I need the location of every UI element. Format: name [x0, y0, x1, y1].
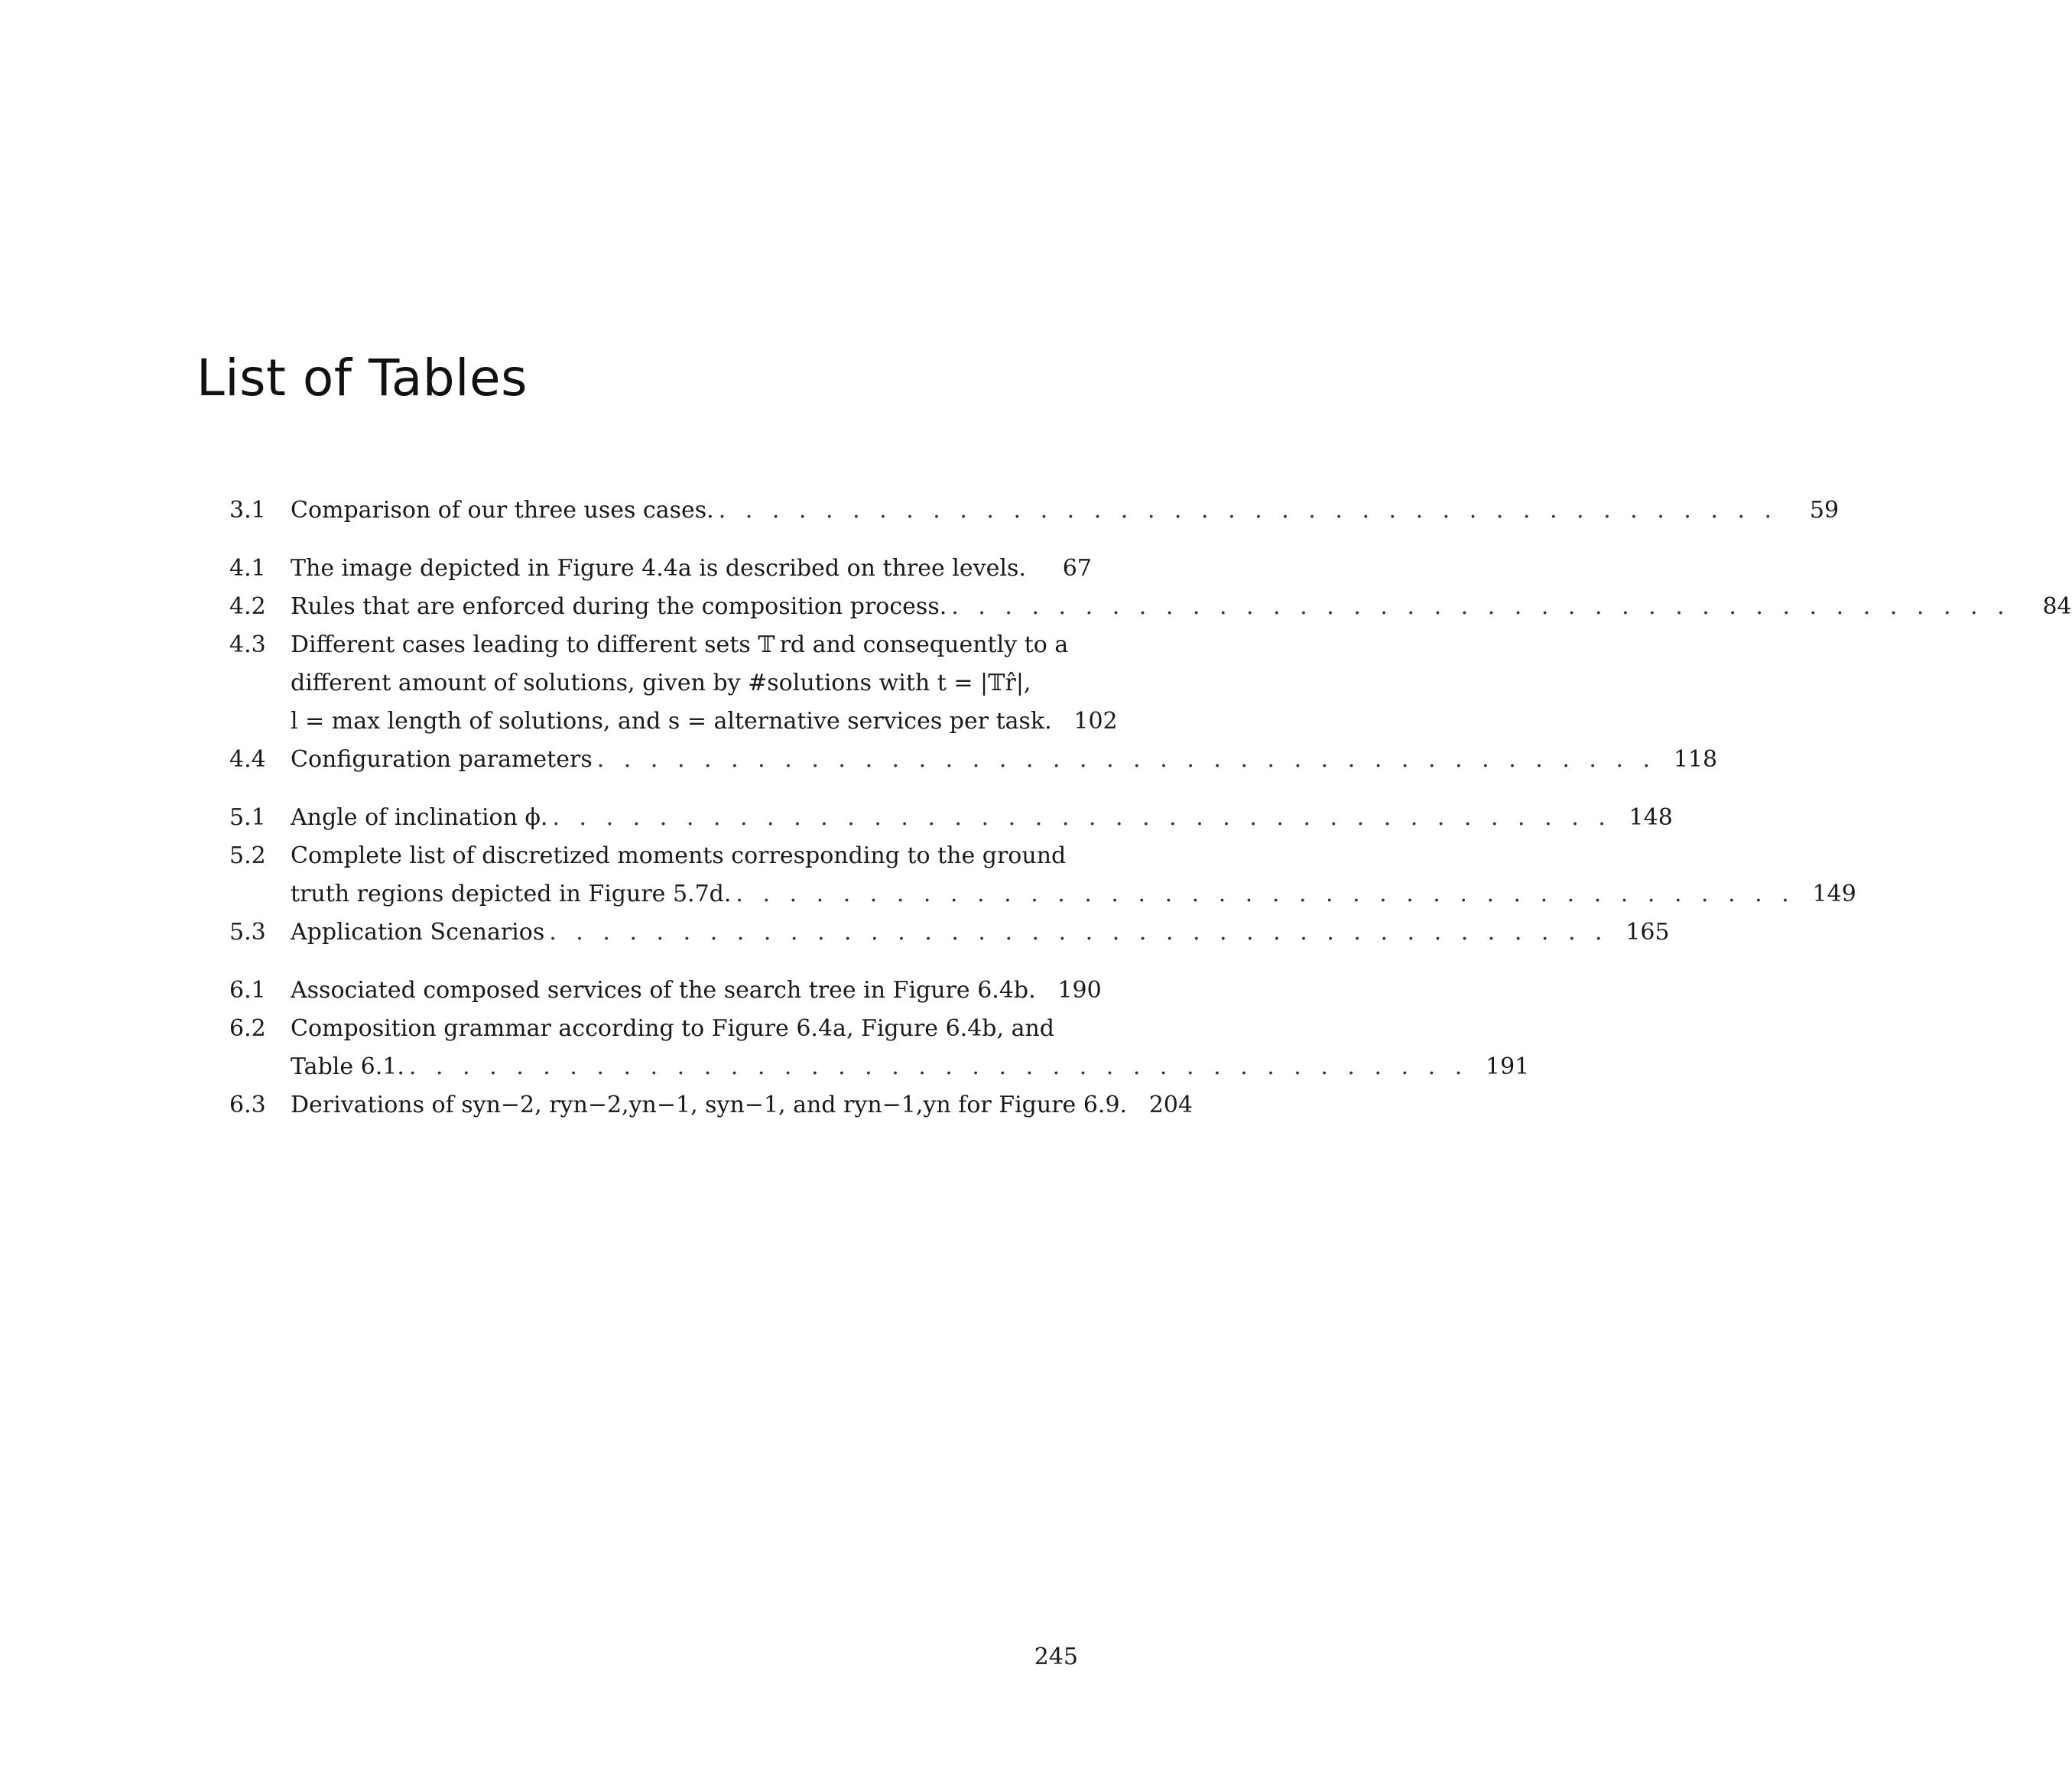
dot-leader: . . . . . . . . . . . . . . . . . . . . . . . . . . . . . . . . . . . . . . . .: [408, 1053, 1469, 1080]
entry-title: Associated composed services of the search tree in Figure 6.4b.: [291, 977, 1036, 1004]
entry-title-line-1: Composition grammar according to Figure 6.4a, Figure 6.4b, and: [291, 1015, 1054, 1042]
chapter-4-group: [229, 550, 2072, 779]
toc-entry-5-3[interactable]: [229, 913, 1670, 952]
entry-body: [291, 626, 1118, 741]
entry-title: Angle of inclination ϕ.: [291, 804, 548, 831]
entry-page: 59: [1809, 497, 1840, 524]
entry-title: Application Scenarios: [291, 919, 545, 946]
toc-entry-4-2[interactable]: [229, 588, 2072, 626]
entry-number: 6.2: [229, 1015, 266, 1042]
entry-title: The image depicted in Figure 4.4a is described on three levels.: [291, 555, 1026, 582]
chapter-3-group: [229, 492, 1840, 530]
entry-title-line-2: truth regions depicted in Figure 5.7d.: [291, 881, 732, 907]
entry-page: 191: [1486, 1053, 1530, 1080]
toc-entry-4-3[interactable]: [229, 626, 1118, 741]
toc-entry-5-1[interactable]: [229, 799, 1673, 837]
dot-leader: . . . . . . . . . . . . . . . . . . . . . . . . . . . . . . . . . . . . . . . .: [596, 746, 1657, 773]
entry-body: [291, 1086, 1194, 1124]
dot-leader: . . . . . . . . . . . . . . . . . . . . . . . . . . . . . . . . . . . . . . . .: [549, 919, 1609, 946]
entry-title-line-2: different amount of solutions, given by #solutions with t = |𝕋r̂|,: [291, 670, 1031, 696]
entry-number: 4.3: [229, 631, 266, 658]
dot-leader: . . . . . . . . . . . . . . . . . . . . . . . . . . . . . . . . . . . . . . . .: [951, 593, 2011, 620]
entry-title-line-1: Different cases leading to different sets 𝕋 rd and consequently to a: [291, 631, 1069, 658]
entry-number: 4.1: [229, 555, 266, 582]
entry-page: 148: [1629, 804, 1673, 831]
entry-number: 5.2: [229, 842, 266, 869]
toc-entry-4-1[interactable]: [229, 550, 1092, 588]
entry-number: 4.4: [229, 746, 266, 773]
entry-body: [291, 913, 1670, 952]
entry-title: Comparison of our three uses cases.: [291, 497, 714, 524]
toc-entry-5-2[interactable]: [229, 837, 1856, 913]
entry-page: 204: [1148, 1092, 1194, 1118]
page-title: List of Tables: [196, 349, 528, 407]
entry-body: [291, 837, 1856, 913]
entry-number: 3.1: [229, 497, 266, 524]
dot-leader: . . . . . . . . . . . . . . . . . . . . . . . . . . . . . . . . . . . . . . . .: [736, 881, 1795, 907]
toc-entry-4-4[interactable]: [229, 741, 1718, 779]
entry-body: [291, 741, 1718, 779]
chapter-6-group: [229, 972, 1530, 1124]
entry-number: 5.3: [229, 919, 266, 946]
entry-page: 118: [1673, 746, 1718, 773]
dot-leader: . . . . . . . . . . . . . . . . . . . . . . . . . . . . . . . . . . . . . . . .: [552, 804, 1612, 831]
entry-number: 4.2: [229, 593, 266, 620]
toc-entry-3-1[interactable]: [229, 492, 1840, 530]
chapter-5-group: [229, 799, 1856, 952]
entry-body: [291, 1010, 1530, 1086]
entry-page: 190: [1057, 977, 1102, 1004]
entry-page: 84: [2042, 593, 2072, 620]
entry-page: 102: [1073, 708, 1118, 735]
entry-number: 6.1: [229, 977, 266, 1004]
entry-number: 5.1: [229, 804, 266, 831]
entry-title: Rules that are enforced during the composition process.: [291, 593, 947, 620]
toc-entry-6-3[interactable]: [229, 1086, 1194, 1124]
entry-body: [291, 799, 1673, 837]
entry-body: [291, 972, 1102, 1010]
entry-title-line-1: Complete list of discretized moments corresponding to the ground: [291, 842, 1067, 869]
entry-page: 149: [1812, 881, 1856, 907]
entry-body: [291, 550, 1092, 588]
toc-entry-6-1[interactable]: [229, 972, 1102, 1010]
entry-title: Derivations of syn−2, ryn−2,yn−1, syn−1, and ryn−1,yn for Figure 6.9.: [291, 1092, 1128, 1118]
entry-number: 6.3: [229, 1092, 266, 1118]
entry-page: 165: [1625, 919, 1670, 946]
page-number: 245: [1034, 1644, 1078, 1670]
entry-title-line-3: l = max length of solutions, and s = alternative services per task.: [291, 708, 1052, 735]
table-list: [229, 492, 2072, 1124]
entry-page: 67: [1062, 555, 1092, 582]
toc-entry-6-2[interactable]: [229, 1010, 1530, 1086]
entry-title-line-2: Table 6.1.: [291, 1053, 404, 1080]
entry-body: [291, 492, 1840, 530]
entry-body: [291, 588, 2072, 626]
dot-leader: . . . . . . . . . . . . . . . . . . . . . . . . . . . . . . . . . . . . . . . .: [718, 497, 1778, 524]
entry-title: Configuration parameters: [291, 746, 593, 773]
